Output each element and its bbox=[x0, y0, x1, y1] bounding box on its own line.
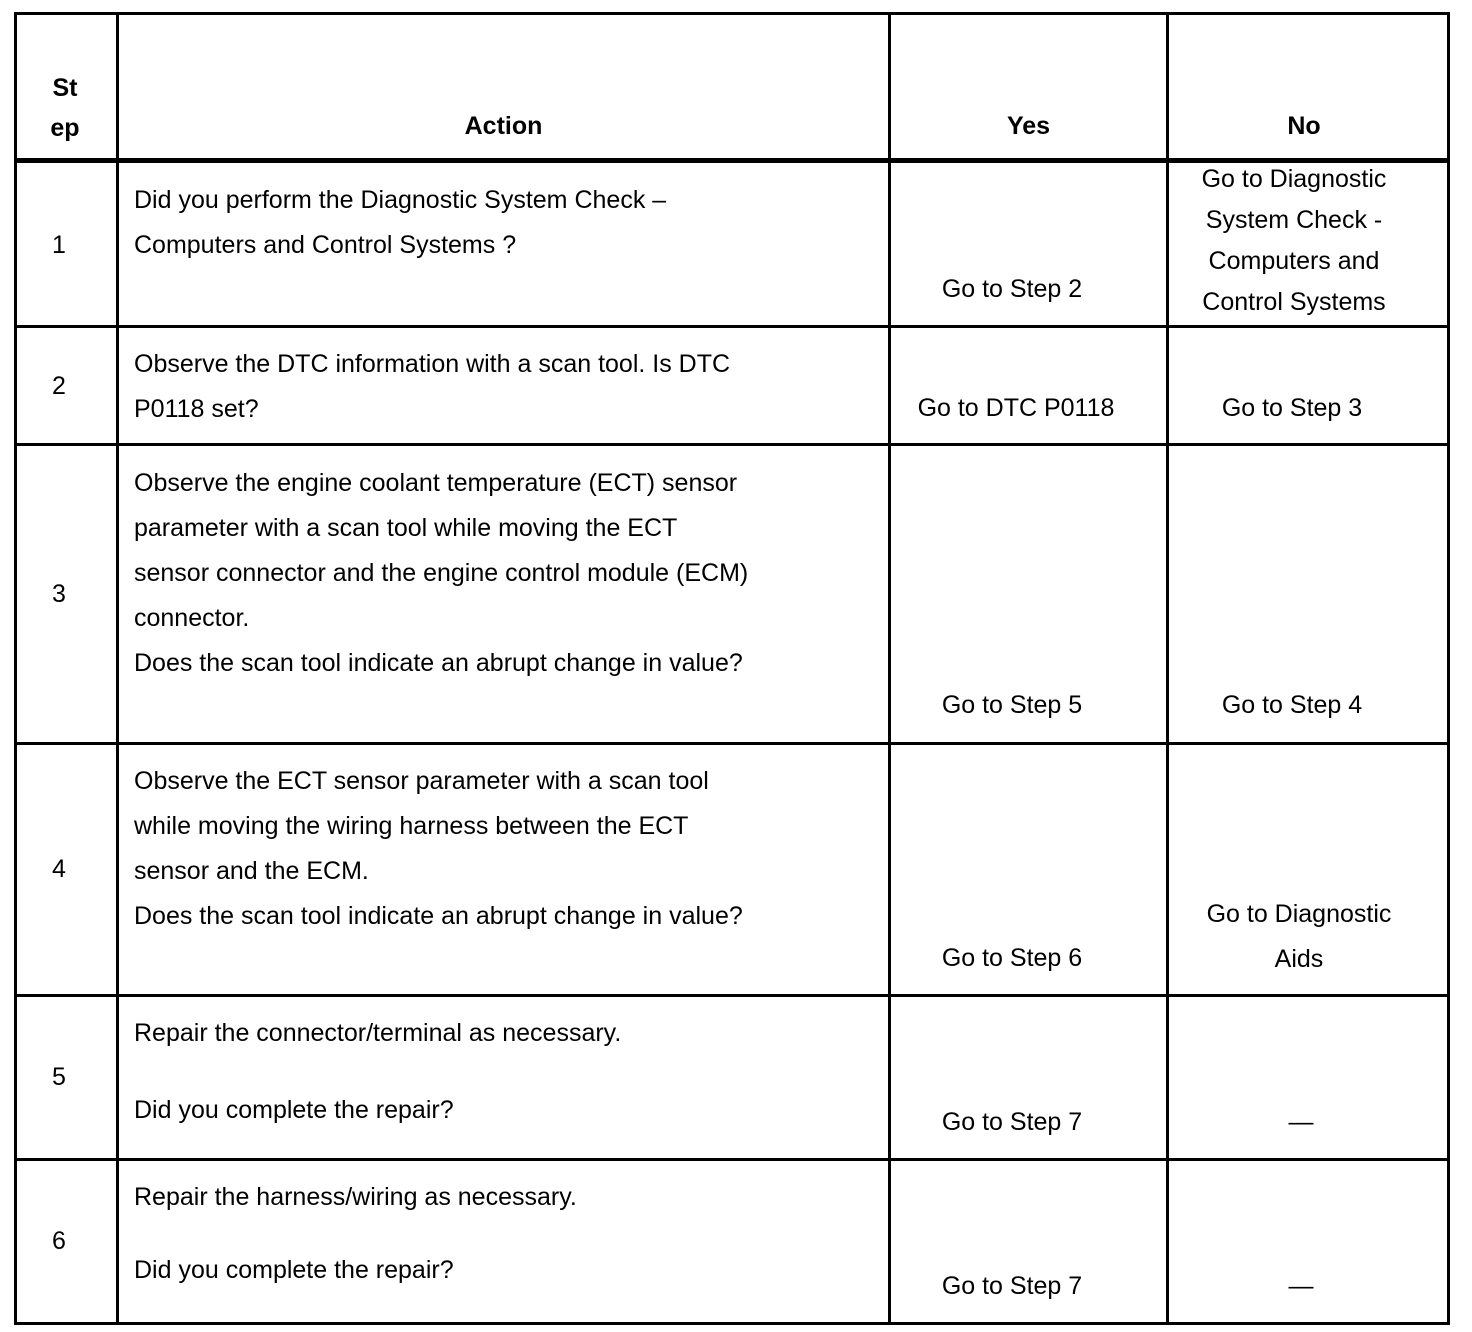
row-divider bbox=[14, 742, 1450, 745]
step-number: 6 bbox=[52, 1227, 66, 1255]
yes-link[interactable]: Go to DTC P0118 bbox=[917, 394, 1115, 422]
header-yes: Yes bbox=[1006, 112, 1051, 140]
header-no: No bbox=[1287, 112, 1321, 140]
action-text: Repair the connector/terminal as necessary. bbox=[134, 1019, 622, 1047]
no-dash: — bbox=[1288, 1272, 1314, 1300]
step-number: 3 bbox=[52, 580, 66, 608]
no-link[interactable]: Go to Step 3 bbox=[1221, 394, 1363, 422]
no-link[interactable]: Go to Diagnostic System Check - Computers and Control Systems bbox=[1201, 165, 1387, 316]
step-number: 2 bbox=[52, 372, 66, 400]
step-number: 4 bbox=[52, 855, 66, 883]
row-divider bbox=[14, 443, 1450, 446]
header-step-line1: St bbox=[52, 74, 78, 102]
action-question: Did you complete the repair? bbox=[134, 1256, 454, 1284]
action-question: Did you complete the repair? bbox=[134, 1096, 454, 1124]
action-text: Observe the DTC information with a scan tool. Is DTC P0118 set? bbox=[134, 350, 731, 423]
yes-link[interactable]: Go to Step 7 bbox=[941, 1108, 1083, 1136]
yes-link[interactable]: Go to Step 5 bbox=[941, 691, 1083, 719]
yes-link[interactable]: Go to Step 7 bbox=[941, 1272, 1083, 1300]
header-action: Action bbox=[464, 112, 543, 140]
row-divider bbox=[14, 994, 1450, 997]
action-text: Did you perform the Diagnostic System Check – Computers and Control Systems ? bbox=[134, 186, 667, 259]
no-dash: — bbox=[1288, 1108, 1314, 1136]
yes-link[interactable]: Go to Step 2 bbox=[941, 275, 1083, 303]
step-number: 1 bbox=[52, 231, 66, 259]
no-link[interactable]: Go to Step 4 bbox=[1221, 691, 1363, 719]
step-number: 5 bbox=[52, 1063, 66, 1091]
action-text: Repair the harness/wiring as necessary. bbox=[134, 1183, 577, 1211]
row-divider bbox=[14, 325, 1450, 328]
yes-link[interactable]: Go to Step 6 bbox=[941, 944, 1083, 972]
header-step bbox=[14, 68, 116, 148]
action-text: Observe the engine coolant temperature (ECT) sensor parameter with a scan tool while moving the ECT sensor connector and the engine control module (ECM) connector. Does the scan tool indicate an abrupt change in value? bbox=[134, 469, 749, 677]
action-text: Observe the ECT sensor parameter with a scan tool while moving the wiring harness between the ECT sensor and the ECM. Does the scan tool indicate an abrupt change in value? bbox=[134, 767, 743, 930]
no-link[interactable]: Go to Diagnostic Aids bbox=[1206, 900, 1392, 973]
header-step-line2: ep bbox=[50, 114, 80, 142]
column-divider bbox=[116, 12, 119, 1325]
row-divider bbox=[14, 1158, 1450, 1161]
